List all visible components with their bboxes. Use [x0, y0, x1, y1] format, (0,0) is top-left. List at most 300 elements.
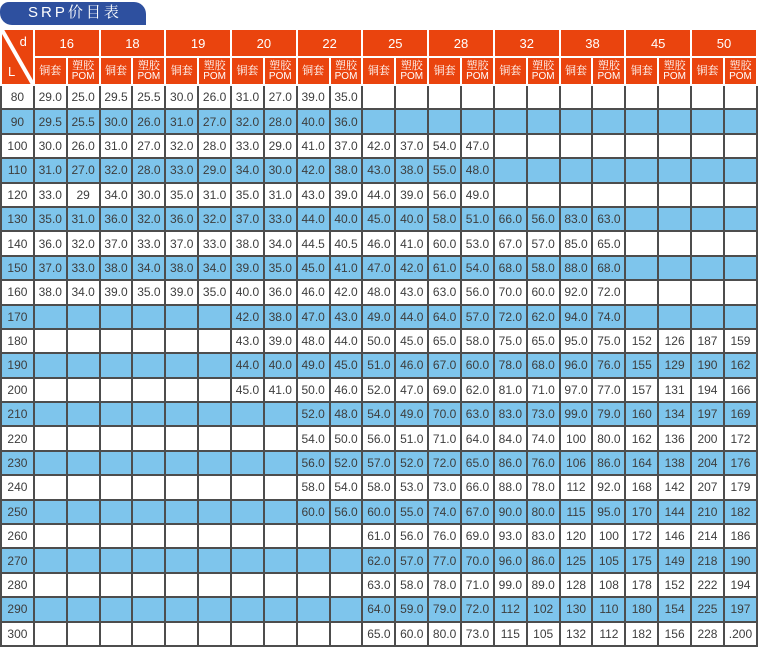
price-cell: 57.0	[461, 305, 494, 329]
price-cell: 42.0	[395, 256, 428, 280]
price-cell: 95.0	[592, 500, 625, 524]
price-cell: 32.0	[100, 158, 133, 182]
row-label: 250	[1, 500, 34, 524]
price-cell: 58.0	[428, 207, 461, 231]
price-cell: 49.0	[461, 183, 494, 207]
price-cell: 128	[560, 573, 593, 597]
price-cell	[724, 109, 757, 133]
price-cell: 37.0	[231, 207, 264, 231]
price-cell: 79.0	[592, 402, 625, 426]
price-cell: 33.0	[132, 231, 165, 255]
price-cell: 79.0	[428, 597, 461, 621]
price-cell	[625, 231, 658, 255]
price-cell: 190	[691, 353, 724, 377]
price-cell: 96.0	[494, 548, 527, 572]
price-cell: 54.0	[461, 256, 494, 280]
col-group-d-28: 28	[428, 29, 494, 57]
price-cell	[395, 85, 428, 109]
price-cell	[100, 573, 133, 597]
subheader-plastic-label: 塑胶	[729, 60, 752, 72]
price-cell	[67, 500, 100, 524]
table-row-L120	[1, 183, 757, 207]
table-row-L150	[1, 256, 757, 280]
price-cell	[67, 573, 100, 597]
price-cell: 144	[658, 500, 691, 524]
table-row-L140	[1, 231, 757, 255]
price-cell: 36.0	[330, 109, 363, 133]
price-cell: 44.0	[330, 329, 363, 353]
price-cell: 58.0	[527, 256, 560, 280]
price-cell	[560, 158, 593, 182]
price-cell: 37.0	[330, 134, 363, 158]
col-group-d-19: 19	[165, 29, 231, 57]
row-label: 80	[1, 85, 34, 109]
price-cell: 34.0	[100, 183, 133, 207]
price-cell	[330, 622, 363, 646]
price-cell	[658, 183, 691, 207]
subheader-plastic-pom	[592, 57, 625, 85]
price-cell	[67, 451, 100, 475]
price-cell: 83.0	[494, 402, 527, 426]
price-cell: 62.0	[362, 548, 395, 572]
price-cell: 67.0	[461, 500, 494, 524]
price-cell: 25.5	[132, 85, 165, 109]
subheader-pom-label: POM	[268, 71, 292, 82]
price-cell: 46.0	[362, 231, 395, 255]
price-cell: 182	[625, 622, 658, 646]
subheader-copper-sleeve: 铜套	[165, 57, 198, 85]
price-cell: 35.0	[330, 85, 363, 109]
price-cell: 40.0	[330, 207, 363, 231]
price-cell: 214	[691, 524, 724, 548]
price-cell: 48.0	[362, 280, 395, 304]
price-cell: 66.0	[494, 207, 527, 231]
price-cell: 48.0	[461, 158, 494, 182]
price-cell	[198, 500, 231, 524]
price-cell: 35.0	[34, 207, 67, 231]
price-cell	[461, 109, 494, 133]
price-cell: 112	[560, 475, 593, 499]
price-cell: 35.0	[132, 280, 165, 304]
price-cell: 84.0	[494, 426, 527, 450]
subheader-pom-label: POM	[203, 71, 226, 82]
price-cell: 78.0	[494, 353, 527, 377]
price-cell: 39.0	[231, 256, 264, 280]
price-cell: 55.0	[395, 500, 428, 524]
price-cell: 65.0	[428, 329, 461, 353]
price-cell: 30.0	[100, 109, 133, 133]
price-cell	[658, 134, 691, 158]
price-cell: 26.0	[67, 134, 100, 158]
price-cell: 222	[691, 573, 724, 597]
price-cell	[67, 402, 100, 426]
subheader-plastic-label: 塑胶	[335, 60, 358, 72]
price-cell: 176	[724, 451, 757, 475]
price-cell	[691, 134, 724, 158]
price-cell: 164	[625, 451, 658, 475]
price-cell	[34, 329, 67, 353]
row-label: 290	[1, 597, 34, 621]
price-cell	[724, 231, 757, 255]
price-cell: 68.0	[494, 256, 527, 280]
price-cell: 46.0	[297, 280, 330, 304]
row-label: 200	[1, 378, 34, 402]
price-cell: 42.0	[231, 305, 264, 329]
price-cell: 178	[625, 573, 658, 597]
price-cell	[132, 622, 165, 646]
table-row-L160	[1, 280, 757, 304]
price-cell: 63.0	[461, 402, 494, 426]
price-cell: 204	[691, 451, 724, 475]
price-cell: 106	[560, 451, 593, 475]
price-cell: 57.0	[362, 451, 395, 475]
price-cell: 56.0	[330, 500, 363, 524]
price-cell	[100, 378, 133, 402]
price-cell: 228	[691, 622, 724, 646]
price-cell	[198, 524, 231, 548]
row-label: 240	[1, 475, 34, 499]
price-cell	[724, 134, 757, 158]
price-cell: 146	[658, 524, 691, 548]
price-cell: 65.0	[527, 329, 560, 353]
price-cell	[592, 85, 625, 109]
price-cell	[165, 353, 198, 377]
subheader-plastic-label: 塑胶	[597, 60, 620, 72]
subheader-copper-sleeve: 铜套	[100, 57, 133, 85]
price-cell: 72.0	[592, 280, 625, 304]
price-cell: 63.0	[592, 207, 625, 231]
price-cell: 168	[625, 475, 658, 499]
price-cell	[560, 109, 593, 133]
price-cell: 50.0	[297, 378, 330, 402]
price-cell	[658, 305, 691, 329]
price-cell	[165, 573, 198, 597]
price-cell	[198, 597, 231, 621]
price-cell	[625, 280, 658, 304]
price-cell	[592, 109, 625, 133]
price-cell: 26.0	[132, 109, 165, 133]
price-cell: 72.0	[428, 451, 461, 475]
price-cell: 159	[724, 329, 757, 353]
price-cell	[100, 500, 133, 524]
price-cell: 39.0	[165, 280, 198, 304]
price-cell	[724, 183, 757, 207]
price-cell: 170	[625, 500, 658, 524]
price-cell	[34, 305, 67, 329]
price-cell: 90.0	[494, 500, 527, 524]
col-group-d-18: 18	[100, 29, 166, 57]
price-cell	[330, 548, 363, 572]
price-cell: 43.0	[362, 158, 395, 182]
price-cell	[198, 548, 231, 572]
subheader-pom-label: POM	[466, 71, 489, 82]
subheader-plastic-pom	[395, 57, 428, 85]
price-cell: 129	[658, 353, 691, 377]
price-cell: 105	[592, 548, 625, 572]
price-cell: 157	[625, 378, 658, 402]
price-cell: 56.0	[527, 207, 560, 231]
price-cell: 80.0	[592, 426, 625, 450]
price-cell: 85.0	[560, 231, 593, 255]
price-cell: 40.0	[395, 207, 428, 231]
price-cell: 72.0	[461, 597, 494, 621]
price-cell	[297, 548, 330, 572]
price-cell: .200	[724, 622, 757, 646]
price-cell: 194	[691, 378, 724, 402]
subheader-pom-label: POM	[663, 71, 686, 82]
price-cell	[198, 622, 231, 646]
subheader-copper-sleeve: 铜套	[362, 57, 395, 85]
price-cell: 38.0	[330, 158, 363, 182]
row-label: 140	[1, 231, 34, 255]
price-cell	[231, 573, 264, 597]
price-cell	[165, 329, 198, 353]
price-cell	[132, 524, 165, 548]
price-cell	[132, 597, 165, 621]
price-cell: 54.0	[428, 134, 461, 158]
price-cell: 43.0	[395, 280, 428, 304]
price-cell: 194	[724, 573, 757, 597]
title-banner	[0, 2, 146, 25]
price-cell	[724, 280, 757, 304]
price-cell: 31.0	[165, 109, 198, 133]
table-row-L270	[1, 548, 757, 572]
price-cell: 60.0	[461, 353, 494, 377]
price-cell	[231, 500, 264, 524]
price-cell	[330, 524, 363, 548]
price-cell	[165, 524, 198, 548]
price-cell	[691, 183, 724, 207]
row-label: 230	[1, 451, 34, 475]
price-cell	[264, 622, 297, 646]
price-cell	[165, 548, 198, 572]
price-cell: 136	[658, 426, 691, 450]
price-cell: 64.0	[461, 426, 494, 450]
price-cell: 55.0	[428, 158, 461, 182]
price-cell	[34, 500, 67, 524]
price-cell	[461, 85, 494, 109]
price-cell: 45.0	[231, 378, 264, 402]
price-cell	[724, 207, 757, 231]
col-group-d-20: 20	[231, 29, 297, 57]
price-cell: 207	[691, 475, 724, 499]
row-label: 300	[1, 622, 34, 646]
price-cell	[34, 402, 67, 426]
subheader-copper-sleeve: 铜套	[494, 57, 527, 85]
price-cell: 70.0	[494, 280, 527, 304]
price-cell: 200	[691, 426, 724, 450]
price-cell: 92.0	[592, 475, 625, 499]
price-cell: 45.0	[395, 329, 428, 353]
price-cell: 31.0	[100, 134, 133, 158]
price-cell: 120	[560, 524, 593, 548]
subheader-plastic-pom	[330, 57, 363, 85]
price-cell: 71.0	[527, 378, 560, 402]
price-cell	[132, 426, 165, 450]
price-cell	[494, 158, 527, 182]
price-cell: 56.0	[395, 524, 428, 548]
subheader-plastic-label: 塑胶	[203, 60, 226, 72]
price-cell	[658, 231, 691, 255]
price-cell	[231, 524, 264, 548]
price-cell: 34.0	[67, 280, 100, 304]
table-row-L300	[1, 622, 757, 646]
price-cell: 83.0	[527, 524, 560, 548]
price-cell	[494, 109, 527, 133]
row-label: 100	[1, 134, 34, 158]
price-cell: 34.0	[231, 158, 264, 182]
price-cell: 186	[724, 524, 757, 548]
table-row-L280	[1, 573, 757, 597]
price-cell: 73.0	[461, 622, 494, 646]
price-cell: 110	[592, 597, 625, 621]
price-cell: 32.0	[165, 134, 198, 158]
price-cell: 57.0	[395, 548, 428, 572]
price-cell: 86.0	[494, 451, 527, 475]
price-cell: 51.0	[362, 353, 395, 377]
price-cell	[198, 475, 231, 499]
price-cell	[625, 256, 658, 280]
price-cell	[625, 134, 658, 158]
price-cell	[494, 85, 527, 109]
price-cell	[494, 183, 527, 207]
subheader-plastic-pom	[724, 57, 757, 85]
price-cell: 36.0	[165, 207, 198, 231]
price-cell	[264, 426, 297, 450]
subheader-plastic-pom	[132, 57, 165, 85]
price-cell: 71.0	[461, 573, 494, 597]
price-cell	[34, 573, 67, 597]
price-cell: 39.0	[264, 329, 297, 353]
price-cell: 80.0	[428, 622, 461, 646]
price-cell	[165, 597, 198, 621]
price-cell	[362, 85, 395, 109]
price-cell: 37.0	[395, 134, 428, 158]
price-cell	[100, 305, 133, 329]
price-cell: 80.0	[527, 500, 560, 524]
header-row-d	[1, 29, 757, 57]
row-label: 160	[1, 280, 34, 304]
price-cell: 70.0	[461, 548, 494, 572]
price-cell: 73.0	[428, 475, 461, 499]
price-cell	[198, 426, 231, 450]
price-cell: 47.0	[461, 134, 494, 158]
price-cell	[231, 426, 264, 450]
price-cell: 51.0	[395, 426, 428, 450]
price-cell	[67, 378, 100, 402]
price-cell: 67.0	[428, 353, 461, 377]
table-header	[1, 29, 757, 85]
price-cell: 93.0	[494, 524, 527, 548]
price-cell: 35.0	[231, 183, 264, 207]
price-cell	[527, 158, 560, 182]
price-cell: 197	[724, 597, 757, 621]
price-cell: 29.5	[100, 85, 133, 109]
price-cell: 60.0	[297, 500, 330, 524]
price-cell	[691, 280, 724, 304]
price-cell: 86.0	[527, 548, 560, 572]
row-label: 150	[1, 256, 34, 280]
price-cell: 95.0	[560, 329, 593, 353]
price-cell: 37.0	[165, 231, 198, 255]
price-cell: 32.0	[198, 207, 231, 231]
price-cell: 46.0	[395, 353, 428, 377]
price-cell	[625, 305, 658, 329]
price-cell: 63.0	[428, 280, 461, 304]
price-cell	[330, 573, 363, 597]
table-row-L260	[1, 524, 757, 548]
price-cell	[691, 207, 724, 231]
price-cell: 134	[658, 402, 691, 426]
price-cell	[264, 402, 297, 426]
price-cell: 58.0	[297, 475, 330, 499]
subheader-copper-sleeve: 铜套	[297, 57, 330, 85]
price-cell: 27.0	[132, 134, 165, 158]
price-cell: 64.0	[362, 597, 395, 621]
price-cell	[691, 109, 724, 133]
price-cell: 38.0	[165, 256, 198, 280]
price-cell: 152	[658, 573, 691, 597]
price-cell: 100	[560, 426, 593, 450]
price-cell	[132, 451, 165, 475]
price-cell: 45.0	[362, 207, 395, 231]
subheader-pom-label: POM	[400, 71, 424, 82]
price-cell: 56.0	[461, 280, 494, 304]
table-row-L130	[1, 207, 757, 231]
price-cell: 38.0	[34, 280, 67, 304]
price-cell: 100	[592, 524, 625, 548]
price-cell	[198, 378, 231, 402]
price-cell: 28.0	[264, 109, 297, 133]
price-cell	[100, 524, 133, 548]
price-cell: 30.0	[165, 85, 198, 109]
price-cell	[67, 548, 100, 572]
price-cell: 34.0	[132, 256, 165, 280]
price-cell	[231, 622, 264, 646]
price-cell: 86.0	[592, 451, 625, 475]
price-cell: 65.0	[362, 622, 395, 646]
subheader-copper-sleeve: 铜套	[625, 57, 658, 85]
price-cell	[691, 256, 724, 280]
price-cell	[231, 475, 264, 499]
price-cell	[132, 475, 165, 499]
price-cell: 138	[658, 451, 691, 475]
col-group-d-22: 22	[297, 29, 363, 57]
price-cell	[100, 622, 133, 646]
price-cell: 51.0	[461, 207, 494, 231]
price-cell: 197	[691, 402, 724, 426]
table-row-L170	[1, 305, 757, 329]
price-cell: 108	[592, 573, 625, 597]
price-cell: 75.0	[494, 329, 527, 353]
price-cell	[724, 158, 757, 182]
price-cell	[132, 305, 165, 329]
price-cell: 172	[724, 426, 757, 450]
price-cell	[231, 548, 264, 572]
price-cell: 132	[560, 622, 593, 646]
price-cell	[100, 402, 133, 426]
price-cell: 52.0	[330, 451, 363, 475]
price-cell: 67.0	[494, 231, 527, 255]
price-cell: 37.0	[34, 256, 67, 280]
col-group-d-45: 45	[625, 29, 691, 57]
price-cell: 52.0	[395, 451, 428, 475]
subheader-plastic-label: 塑胶	[466, 60, 489, 72]
price-cell	[165, 426, 198, 450]
price-cell: 156	[658, 622, 691, 646]
price-cell: 44.0	[395, 305, 428, 329]
price-cell	[592, 183, 625, 207]
